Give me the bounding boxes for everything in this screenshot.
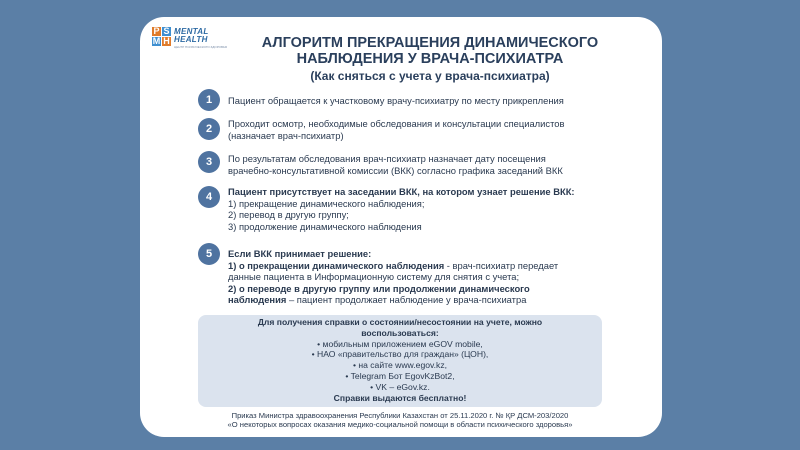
footer-line-1: Приказ Министра здравоохранения Республики Казахстан от 25.11.2020 г. № ҚР ДСМ-203/2020 [231,411,569,420]
step-number-badge: 4 [198,186,220,208]
order-reference [190,411,610,430]
step-text [228,153,608,176]
step-text [228,186,608,232]
step-text [228,95,608,107]
info-item: • VK – eGov.kz. [370,381,430,392]
step-option-1 [228,260,608,272]
info-item: • на сайте www.egov.kz, [352,360,448,371]
info-free-note: Справки выдаются бесплатно! [333,392,467,403]
option-1-bold: 1) о прекращении динамического наблюдения [228,259,445,271]
step-heading: Пациент присутствует на заседании ВКК, на котором узнает решение ВКК: [228,186,575,197]
footer-line-2: «О некоторых вопросах оказания медико-социальной помощи в области психического здоровья» [227,420,573,430]
step-line: (назначает врач-психиатр) [228,129,344,141]
step-number-badge: 5 [198,243,220,265]
logo-word-mental: MENTAL [174,27,209,36]
logo-word-health: HEALTH [174,35,208,44]
info-item: • мобильным приложением eGOV mobile, [317,338,483,349]
step-line: 2) перевод в другую группу; [228,209,349,220]
info-heading-line-1: Для получения справки о состоянии/несостоянии на учете, можно [257,317,543,327]
option-2-rest: – пациент продолжает наблюдение у врача-психиатра [286,294,527,305]
step-text [228,248,608,306]
option-1-rest: - врач-психиатр передает [444,259,559,271]
slide-card [140,17,662,437]
step-number-badge: 3 [198,151,220,173]
step-line: врачебно-консультативной комиссии (ВКК) согласно графика заседаний ВКК [228,164,563,176]
logo-letter-p: P [153,26,160,36]
info-box [198,315,602,407]
option-1-line-2: данные пациента в Информационную систему для снятия с учета; [228,271,520,282]
logo-wordmark [174,28,209,44]
step-text [228,118,608,141]
step-number-badge: 1 [198,89,220,111]
info-item: • Telegram Бот EgovKzBot2, [345,370,455,381]
logo-letter-m: M [152,36,161,46]
logo-letter-h: H [163,36,170,46]
step-line: По результатам обследования врач-психиатр назначает дату посещения [228,153,546,164]
step-line: Проходит осмотр, необходимые обследования и консультации специалистов [228,118,565,129]
step-line: 3) продолжение динамического наблюдения [228,220,422,232]
step-option-2 [228,294,608,306]
page-title [210,35,650,67]
title-line-1: АЛГОРИТМ ПРЕКРАЩЕНИЯ ДИНАМИЧЕСКОГО [261,35,599,51]
logo-tagline: ЦЕНТР ПСИХИЧЕСКОГО ЗДОРОВЬЯ [174,45,227,49]
info-item: • НАО «правительство для граждан» (ЦОН), [311,349,489,360]
step-line: 1) прекращение динамического наблюдения; [228,197,425,209]
title-line-2: НАБЛЮДЕНИЯ У ВРАЧА-ПСИХИАТРА [296,51,564,67]
info-heading-line-2: воспользоваться: [361,327,439,338]
logo-mark-icon [152,27,172,47]
option-2-bold-line-2: наблюдения [228,294,287,305]
step-heading: Если ВКК принимает решение: [228,248,372,259]
logo-letter-s: S [163,26,170,36]
step-line: Пациент обращается к участковому врачу-психиатру по месту прикрепления [228,95,564,106]
option-2-bold-line-1: 2) о переводе в другую группу или продолжении динамического [228,282,530,294]
page-subtitle: (Как сняться с учета у врача-психиатра) [310,69,550,83]
step-number-badge: 2 [198,118,220,140]
